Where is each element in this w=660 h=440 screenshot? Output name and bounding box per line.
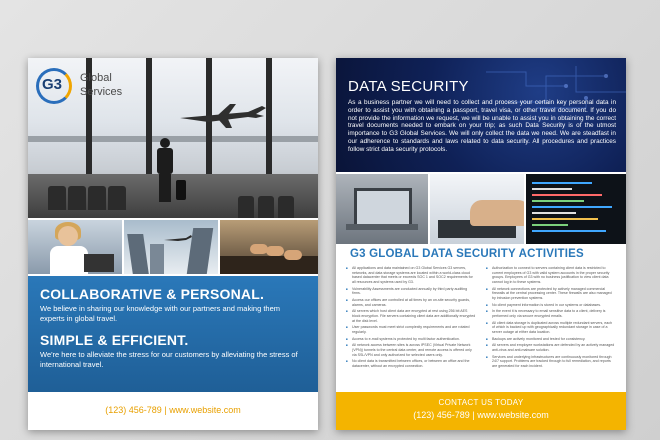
airplane-icon	[178, 100, 268, 130]
section-body-simple: We're here to alleviate the stress for our customers by alleviating the stress of international travel.	[40, 350, 298, 369]
data-security-title: DATA SECURITY	[348, 78, 469, 95]
website-link[interactable]: www.website.com	[169, 405, 241, 415]
activity-item: ■ All applications and data maintained on G3 Global Services G3 servers, networks, and data storage systems are located within a world-class cloud based datacenter that meets or exceeds SOC 1 and SOC2 requirements for all resources and systems used by G3.	[346, 266, 476, 284]
brochure-left-page	[28, 58, 318, 430]
brochure-right-page	[336, 58, 626, 430]
activity-item: ■ Backups are actively monitored and tested for consistency.	[486, 337, 616, 342]
section-body-collaborative: We believe in sharing our knowledge with our partners and making them experts in global travel.	[40, 304, 280, 323]
typing-hands-photo	[430, 174, 524, 244]
activity-item: ■ No client data is transmitted between offices, or between an office and the datacenter, without an encrypted connection.	[346, 359, 476, 368]
phone-number: (123) 456-789	[105, 405, 162, 415]
activity-item: ■ All network access between sites is across IPSEC (Virtual Private Network (VPN)) tunnels to the central data center, and remote access is offered only via SSL/VPN and only authorized for selected users only.	[346, 343, 476, 357]
values-panel	[28, 276, 318, 392]
chair	[238, 196, 254, 218]
laptop-photo	[336, 174, 428, 244]
airport-hero-image	[28, 58, 318, 218]
section-title-collaborative: COLLABORATIVE & PERSONAL.	[40, 286, 265, 302]
tech-photo-strip	[336, 174, 626, 244]
window-frame	[146, 58, 152, 178]
chair	[88, 186, 106, 210]
chair	[48, 186, 66, 210]
activity-item: ■ User passwords must meet strict complexity requirements and are rotated regularly.	[346, 325, 476, 334]
separator: |	[472, 410, 475, 420]
left-footer-contact-line	[28, 405, 318, 415]
website-link[interactable]: www.website.com	[477, 410, 549, 420]
activities-column-left	[346, 266, 476, 371]
chair	[258, 196, 274, 218]
airplane-icon	[164, 234, 192, 244]
code-screen-photo	[526, 174, 626, 244]
waiting-chairs	[28, 170, 138, 210]
contact-us-label: CONTACT US TODAY	[438, 398, 524, 407]
businesswoman-photo	[28, 220, 122, 274]
chair	[108, 186, 126, 210]
activity-item: ■ No client payment information is stored in our systems or databases.	[486, 303, 616, 308]
data-security-body: As a business partner we will need to collect and process your certain key personal data in order to assist you with obtaining a passport, travel visa, or other travel document. If you do not provide the information we request, we will be unable to assist you in obtaining the correct travel documents needed to embark on your trip; as such Data Security is of the utmost importance to G3 Global Services. We will only collect the data we need. We are steadfast in our adherence to standards and laws related to data security. All procedures and practices follow strict data security protocols.	[348, 99, 616, 153]
chair	[68, 186, 86, 210]
activity-item: ■ All servers and employee workstations are defended by an actively managed anti-virus and anti-malware solution.	[486, 343, 616, 352]
photo-strip	[28, 220, 318, 274]
activity-item: ■ Services and underlying infrastructures are continuously monitored through 24/7 support. Problems are tracked through to full remediation, and reports are generated for each incident.	[486, 355, 616, 369]
activity-item: ■ All servers which host client data are encrypted at rest using 256 bit AES block encryption. File servers containing client data are additionally encrypted at the disk level.	[346, 309, 476, 323]
right-footer-contact-line	[336, 410, 626, 420]
left-footer	[28, 392, 318, 430]
activity-item: ■ Access our offices are controlled at all times by an on-site security guards, alarms, and cameras.	[346, 298, 476, 307]
activity-item: ■ In the event it is necessary to email sensitive data to a client, delivery is performed only via secure encrypted emails.	[486, 309, 616, 318]
logo-mark: G3	[42, 76, 63, 93]
g3-logo	[36, 68, 146, 108]
activity-item: ■ Access to e-mail systems is protected by multi factor authentication.	[346, 337, 476, 342]
logo-line-2: Services	[80, 86, 123, 98]
chair	[278, 196, 294, 218]
right-footer	[336, 392, 626, 430]
activity-item: ■ Authorization to connect to servers containing client data is restricted to current employees of G3 with valid system accounts in the proper security groups. Employees of G3 with no business justification to view client data cannot log in to these systems.	[486, 266, 616, 284]
separator: |	[164, 405, 167, 415]
activities-column-right	[486, 266, 616, 371]
section-title-simple: SIMPLE & EFFICIENT.	[40, 332, 189, 348]
data-security-header	[336, 58, 626, 172]
suitcase-icon	[176, 180, 186, 200]
activities-title: G3 GLOBAL DATA SECURITY ACTIVITIES	[350, 248, 584, 260]
handshake-meeting-photo	[220, 220, 318, 274]
activity-item: ■ All network connections are protected by actively managed commercial firewalls at the central processing center. These firewalls are also managed by intrusion prevention systems.	[486, 287, 616, 301]
traveler-silhouette	[156, 138, 174, 202]
skyscrapers-photo	[124, 220, 218, 274]
activity-item: ■ All client data storage is duplicated across multiple redundant servers, each of which is backed up with geographically redundant storage in case of a server outage at either data location.	[486, 321, 616, 335]
logo-line-1: Global	[80, 72, 112, 84]
phone-number: (123) 456-789	[413, 410, 470, 420]
activity-item: ■ Vulnerability Assessments are conducted annually by third party auditing firms.	[346, 287, 476, 296]
activities-columns	[346, 266, 618, 384]
